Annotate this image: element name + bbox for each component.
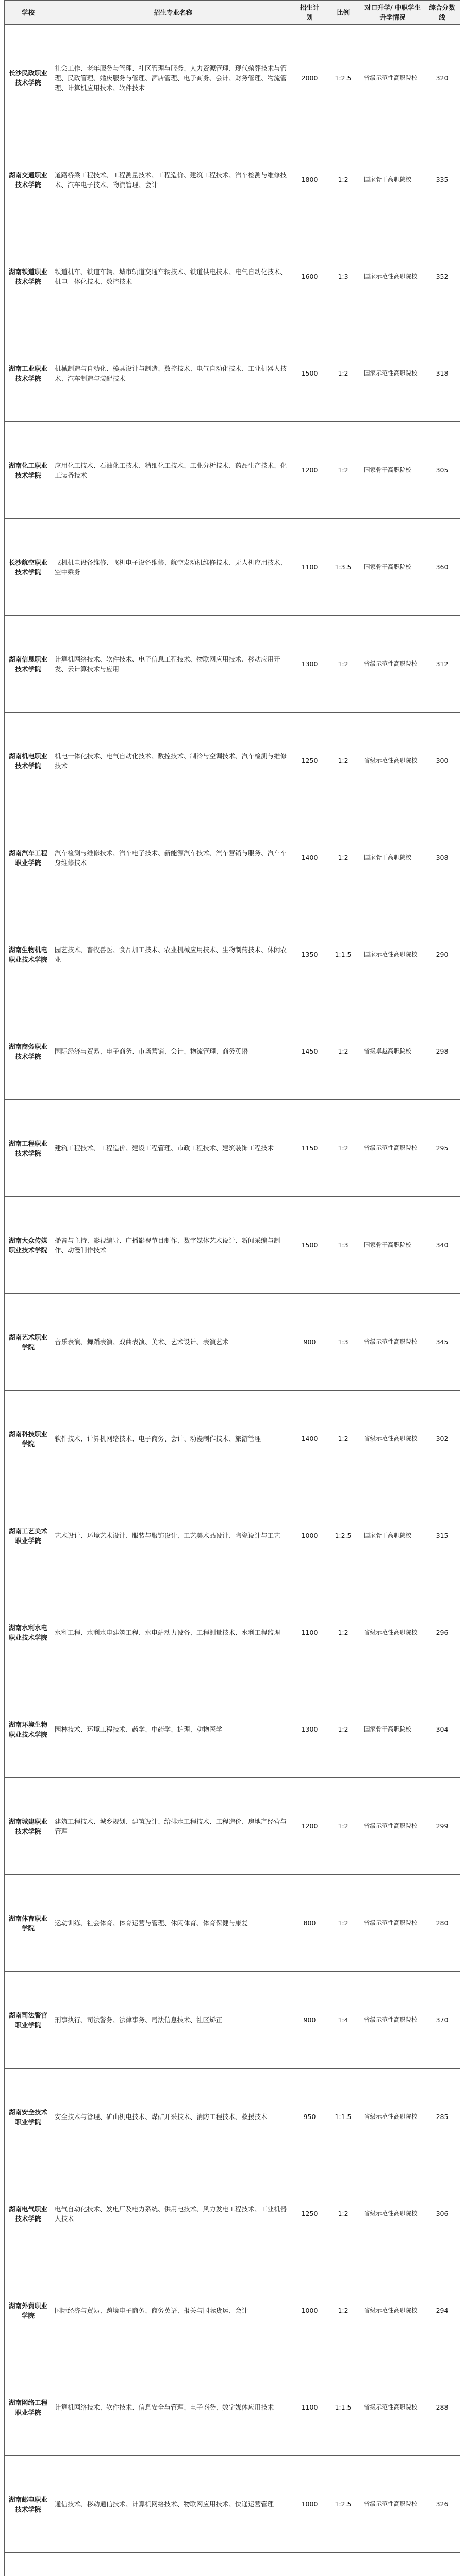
school-cell xyxy=(5,2553,52,2576)
table-row xyxy=(5,131,460,228)
score-cell: 315 xyxy=(424,1487,460,1584)
score-cell: 305 xyxy=(424,422,460,519)
plan-cell: 1450 xyxy=(294,1003,325,1100)
score-cell: 280 xyxy=(424,1875,460,1972)
plan-cell: 1350 xyxy=(294,906,325,1003)
school-cell: 湖南工艺美术职业学院 xyxy=(5,1487,52,1584)
plan-cell: 1000 xyxy=(294,2456,325,2553)
school-cell: 湖南科技职业学院 xyxy=(5,1391,52,1487)
note-cell: 国家骨干高职院校 xyxy=(361,1681,424,1778)
table-row xyxy=(5,25,460,131)
rate-cell: 1:2 xyxy=(325,422,361,519)
note-cell: 省级示范性高职院校 xyxy=(361,1294,424,1391)
score-cell: 352 xyxy=(424,228,460,325)
score-cell: 370 xyxy=(424,1972,460,2069)
note-cell: 省级示范性高职院校 xyxy=(361,2069,424,2165)
plan-cell: 1100 xyxy=(294,519,325,616)
score-cell: 295 xyxy=(424,1100,460,1197)
majors-cell: 汽车检测与维修技术、汽车电子技术、新能源汽车技术、汽车营销与服务、汽车车身维修技术 xyxy=(52,809,294,906)
school-cell: 湖南机电职业技术学院 xyxy=(5,713,52,809)
col-plan-header: 招生计划 xyxy=(294,1,325,25)
table-row xyxy=(5,1294,460,1391)
table-row xyxy=(5,1487,460,1584)
note-cell: 国家骨干高职院校 xyxy=(361,1487,424,1584)
note-cell: 国家骨干高职院校 xyxy=(361,809,424,906)
table-row xyxy=(5,1584,460,1681)
rate-cell: 1:2 xyxy=(325,1584,361,1681)
plan-cell: 1400 xyxy=(294,1391,325,1487)
rate-cell: 1:2.5 xyxy=(325,2456,361,2553)
col-rate-header: 比例 xyxy=(325,1,361,25)
school-cell: 湖南司法警官职业学院 xyxy=(5,1972,52,2069)
majors-cell: 国际经济与贸易、跨境电子商务、商务英语、报关与国际货运、会计 xyxy=(52,2262,294,2359)
table-row xyxy=(5,519,460,616)
score-cell xyxy=(424,2553,460,2576)
plan-cell: 950 xyxy=(294,2069,325,2165)
note-cell: 省级示范性高职院校 xyxy=(361,1584,424,1681)
col-majors-header: 招生专业名称 xyxy=(52,1,294,25)
note-cell: 国家骨干高职院校 xyxy=(361,422,424,519)
note-cell: 国家示范性高职院校 xyxy=(361,906,424,1003)
plan-cell: 900 xyxy=(294,1294,325,1391)
table-row xyxy=(5,1197,460,1294)
note-cell: 国家骨干高职院校 xyxy=(361,519,424,616)
school-cell: 长沙民政职业技术学院 xyxy=(5,25,52,131)
school-cell: 湖南信息职业技术学院 xyxy=(5,616,52,713)
plan-cell: 1150 xyxy=(294,1100,325,1197)
majors-cell: 软件技术、计算机网络技术、电子商务、会计、动漫制作技术、旅游管理 xyxy=(52,1391,294,1487)
school-cell: 湖南生物机电职业技术学院 xyxy=(5,906,52,1003)
rate-cell: 1:3 xyxy=(325,1197,361,1294)
plan-cell: 2000 xyxy=(294,25,325,131)
note-cell: 省级示范性高职院校 xyxy=(361,616,424,713)
note-cell: 国家示范性高职院校 xyxy=(361,228,424,325)
table-row xyxy=(5,2553,460,2576)
majors-cell: 建筑工程技术、城乡规划、建筑设计、给排水工程技术、工程造价、房地产经营与管理 xyxy=(52,1778,294,1875)
plan-cell: 900 xyxy=(294,1972,325,2069)
note-cell xyxy=(361,2553,424,2576)
score-cell: 304 xyxy=(424,1681,460,1778)
table-row xyxy=(5,1972,460,2069)
table-body xyxy=(5,25,460,2576)
note-cell: 国家骨干高职院校 xyxy=(361,1197,424,1294)
score-cell: 296 xyxy=(424,1584,460,1681)
rate-cell: 1:4 xyxy=(325,1972,361,2069)
rate-cell: 1:2 xyxy=(325,713,361,809)
table-row xyxy=(5,906,460,1003)
school-cell: 湖南交通职业技术学院 xyxy=(5,131,52,228)
plan-cell: 1250 xyxy=(294,713,325,809)
majors-cell: 通信技术、移动通信技术、计算机网络技术、物联网应用技术、快递运营管理 xyxy=(52,2456,294,2553)
note-cell: 省级示范性高职院校 xyxy=(361,713,424,809)
note-cell: 省级示范性高职院校 xyxy=(361,2359,424,2456)
majors-cell: 音乐表演、舞蹈表演、戏曲表演、美术、艺术设计、表演艺术 xyxy=(52,1294,294,1391)
school-cell: 湖南水利水电职业技术学院 xyxy=(5,1584,52,1681)
note-cell: 省级示范性高职院校 xyxy=(361,2262,424,2359)
majors-cell: 安全技术与管理、矿山机电技术、煤矿开采技术、消防工程技术、救援技术 xyxy=(52,2069,294,2165)
score-cell: 318 xyxy=(424,325,460,422)
school-cell: 湖南邮电职业技术学院 xyxy=(5,2456,52,2553)
majors-cell: 刑事执行、司法警务、法律事务、司法信息技术、社区矫正 xyxy=(52,1972,294,2069)
plan-cell: 1600 xyxy=(294,228,325,325)
rate-cell: 1:2 xyxy=(325,809,361,906)
table-row xyxy=(5,1003,460,1100)
table-header-row xyxy=(5,1,460,25)
table-row xyxy=(5,228,460,325)
table-row xyxy=(5,2165,460,2262)
table-row xyxy=(5,616,460,713)
school-cell: 湖南大众传媒职业技术学院 xyxy=(5,1197,52,1294)
rate-cell: 1:2 xyxy=(325,325,361,422)
majors-cell: 铁道机车、铁道车辆、城市轨道交通车辆技术、铁道供电技术、电气自动化技术、机电一体化技术、数控技术 xyxy=(52,228,294,325)
plan-cell xyxy=(294,2553,325,2576)
school-cell: 长沙航空职业技术学院 xyxy=(5,519,52,616)
school-cell: 湖南化工职业技术学院 xyxy=(5,422,52,519)
plan-cell: 1500 xyxy=(294,1197,325,1294)
note-cell: 国家骨干高职院校 xyxy=(361,131,424,228)
rate-cell: 1:2 xyxy=(325,616,361,713)
note-cell: 省级示范性高职院校 xyxy=(361,2456,424,2553)
table-row xyxy=(5,1681,460,1778)
score-cell: 326 xyxy=(424,2456,460,2553)
score-cell: 345 xyxy=(424,1294,460,1391)
school-cell: 湖南外贸职业学院 xyxy=(5,2262,52,2359)
col-score-header: 综合分数线 xyxy=(424,1,460,25)
score-cell: 294 xyxy=(424,2262,460,2359)
note-cell: 国家示范性高职院校 xyxy=(361,325,424,422)
majors-cell: 计算机网络技术、软件技术、电子信息工程技术、物联网应用技术、移动应用开发、云计算技术与应用 xyxy=(52,616,294,713)
majors-cell: 园林技术、环境工程技术、药学、中药学、护理、动物医学 xyxy=(52,1681,294,1778)
note-cell: 省级示范性高职院校 xyxy=(361,1778,424,1875)
admission-sheet xyxy=(4,0,460,2576)
note-cell: 省级示范性高职院校 xyxy=(361,25,424,131)
note-cell: 省级示范性高职院校 xyxy=(361,2165,424,2262)
school-cell: 湖南城建职业技术学院 xyxy=(5,1778,52,1875)
note-cell: 省级示范性高职院校 xyxy=(361,1972,424,2069)
majors-cell: 运动训练、社会体育、体育运营与管理、休闲体育、体育保健与康复 xyxy=(52,1875,294,1972)
school-cell: 湖南铁道职业技术学院 xyxy=(5,228,52,325)
score-cell: 288 xyxy=(424,2359,460,2456)
plan-cell: 1300 xyxy=(294,616,325,713)
rate-cell: 1:2 xyxy=(325,1100,361,1197)
plan-cell: 800 xyxy=(294,1875,325,1972)
majors-cell: 机电一体化技术、电气自动化技术、数控技术、制冷与空调技术、汽车检测与维修技术 xyxy=(52,713,294,809)
plan-cell: 1250 xyxy=(294,2165,325,2262)
rate-cell: 1:1.5 xyxy=(325,2359,361,2456)
plan-cell: 1400 xyxy=(294,809,325,906)
majors-cell: 建筑工程技术、工程造价、建设工程管理、市政工程技术、建筑装饰工程技术 xyxy=(52,1100,294,1197)
rate-cell: 1:2 xyxy=(325,1875,361,1972)
note-cell: 省级示范性高职院校 xyxy=(361,1875,424,1972)
note-cell: 省级示范性高职院校 xyxy=(361,1100,424,1197)
table-row xyxy=(5,1391,460,1487)
table-row xyxy=(5,2359,460,2456)
score-cell: 308 xyxy=(424,809,460,906)
rate-cell xyxy=(325,2553,361,2576)
rate-cell: 1:2 xyxy=(325,1681,361,1778)
note-cell: 省级示范性高职院校 xyxy=(361,1391,424,1487)
plan-cell: 1100 xyxy=(294,2359,325,2456)
rate-cell: 1:2 xyxy=(325,1003,361,1100)
rate-cell: 1:2 xyxy=(325,131,361,228)
score-cell: 340 xyxy=(424,1197,460,1294)
majors-cell: 应用化工技术、石油化工技术、精细化工技术、工业分析技术、药品生产技术、化工装备技术 xyxy=(52,422,294,519)
school-cell: 湖南艺术职业学院 xyxy=(5,1294,52,1391)
admission-table xyxy=(4,0,460,2576)
school-cell: 湖南工业职业技术学院 xyxy=(5,325,52,422)
school-cell: 湖南体育职业学院 xyxy=(5,1875,52,1972)
school-cell: 湖南安全技术职业学院 xyxy=(5,2069,52,2165)
table-row xyxy=(5,1778,460,1875)
score-cell: 290 xyxy=(424,906,460,1003)
score-cell: 302 xyxy=(424,1391,460,1487)
school-cell: 湖南网络工程职业学院 xyxy=(5,2359,52,2456)
plan-cell: 1200 xyxy=(294,422,325,519)
score-cell: 299 xyxy=(424,1778,460,1875)
rate-cell: 1:3.5 xyxy=(325,519,361,616)
score-cell: 320 xyxy=(424,25,460,131)
score-cell: 335 xyxy=(424,131,460,228)
school-cell: 湖南工程职业技术学院 xyxy=(5,1100,52,1197)
rate-cell: 1:2 xyxy=(325,2165,361,2262)
plan-cell: 1100 xyxy=(294,1584,325,1681)
majors-cell: 艺术设计、环境艺术设计、服装与服饰设计、工艺美术品设计、陶瓷设计与工艺 xyxy=(52,1487,294,1584)
rate-cell: 1:1.5 xyxy=(325,2069,361,2165)
rate-cell: 1:2 xyxy=(325,1391,361,1487)
score-cell: 312 xyxy=(424,616,460,713)
plan-cell: 1000 xyxy=(294,2262,325,2359)
plan-cell: 1800 xyxy=(294,131,325,228)
rate-cell: 1:2 xyxy=(325,1778,361,1875)
rate-cell: 1:3 xyxy=(325,1294,361,1391)
rate-cell: 1:2.5 xyxy=(325,25,361,131)
note-cell: 省级卓越高职院校 xyxy=(361,1003,424,1100)
majors-cell: 社会工作、老年服务与管理、社区管理与服务、人力资源管理、现代殡葬技术与管理、民政管理、婚庆服务与管理、酒店管理、电子商务、会计、财务管理、物流管理、计算机应用技术、软件技术 xyxy=(52,25,294,131)
school-cell: 湖南汽车工程职业学院 xyxy=(5,809,52,906)
school-cell: 湖南商务职业技术学院 xyxy=(5,1003,52,1100)
table-row xyxy=(5,325,460,422)
school-cell: 湖南环境生物职业技术学院 xyxy=(5,1681,52,1778)
majors-cell: 机械制造与自动化、模具设计与制造、数控技术、电气自动化技术、工业机器人技术、汽车制造与装配技术 xyxy=(52,325,294,422)
majors-cell: 国际经济与贸易、电子商务、市场营销、会计、物流管理、商务英语 xyxy=(52,1003,294,1100)
table-row xyxy=(5,1100,460,1197)
majors-cell: 道路桥梁工程技术、工程测量技术、工程造价、建筑工程技术、汽车检测与维修技术、汽车电子技术、物流管理、会计 xyxy=(52,131,294,228)
table-row xyxy=(5,1875,460,1972)
majors-cell: 水利工程、水利水电建筑工程、水电站动力设备、工程测量技术、水利工程监理 xyxy=(52,1584,294,1681)
school-cell: 湖南电气职业技术学院 xyxy=(5,2165,52,2262)
plan-cell: 1200 xyxy=(294,1778,325,1875)
table-row xyxy=(5,422,460,519)
score-cell: 360 xyxy=(424,519,460,616)
table-row xyxy=(5,2262,460,2359)
table-row xyxy=(5,713,460,809)
table-row xyxy=(5,809,460,906)
score-cell: 300 xyxy=(424,713,460,809)
majors-cell: 飞机机电设备维修、飞机电子设备维修、航空发动机维修技术、无人机应用技术、空中乘务 xyxy=(52,519,294,616)
score-cell: 306 xyxy=(424,2165,460,2262)
table-row xyxy=(5,2456,460,2553)
col-note-header: 对口升学/ 中职学生 升学情况 xyxy=(361,1,424,25)
rate-cell: 1:3 xyxy=(325,228,361,325)
rate-cell: 1:1.5 xyxy=(325,906,361,1003)
plan-cell: 1500 xyxy=(294,325,325,422)
plan-cell: 1000 xyxy=(294,1487,325,1584)
majors-cell: 电气自动化技术、发电厂及电力系统、供用电技术、风力发电工程技术、工业机器人技术 xyxy=(52,2165,294,2262)
majors-cell xyxy=(52,2553,294,2576)
col-school-header: 学校 xyxy=(5,1,52,25)
rate-cell: 1:2 xyxy=(325,2262,361,2359)
plan-cell: 1300 xyxy=(294,1681,325,1778)
score-cell: 298 xyxy=(424,1003,460,1100)
majors-cell: 播音与主持、影视编导、广播影视节目制作、数字媒体艺术设计、新闻采编与制作、动漫制作技术 xyxy=(52,1197,294,1294)
score-cell: 285 xyxy=(424,2069,460,2165)
table-row xyxy=(5,2069,460,2165)
rate-cell: 1:2.5 xyxy=(325,1487,361,1584)
majors-cell: 园艺技术、畜牧兽医、食品加工技术、农业机械应用技术、生物制药技术、休闲农业 xyxy=(52,906,294,1003)
majors-cell: 计算机网络技术、软件技术、信息安全与管理、电子商务、数字媒体应用技术 xyxy=(52,2359,294,2456)
